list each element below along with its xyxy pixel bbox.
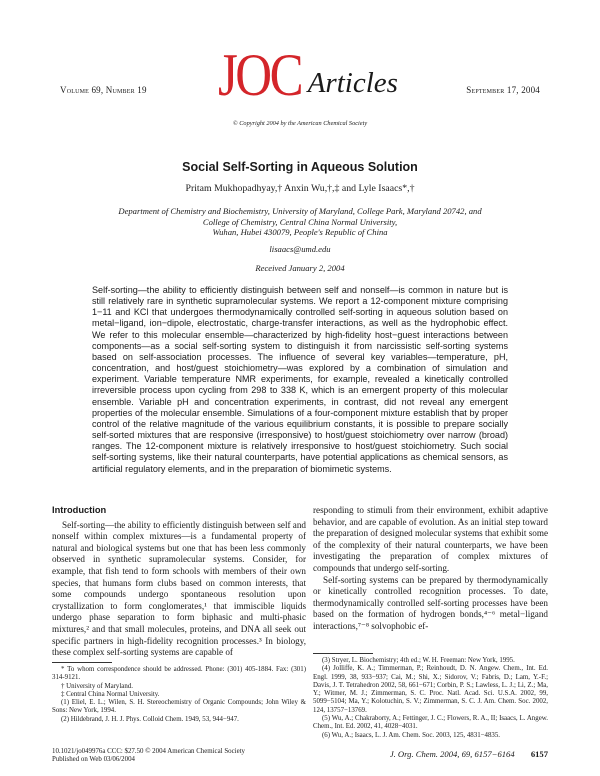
received-date: Received January 2, 2004 bbox=[255, 263, 345, 273]
journal-logo bbox=[218, 40, 398, 108]
section-heading-introduction: Introduction bbox=[52, 505, 107, 515]
logo-joc-text: JOC bbox=[218, 42, 302, 108]
published-line: Published on Web 03/06/2004 bbox=[52, 756, 135, 764]
page-number: 6157 bbox=[530, 749, 548, 759]
footnote: ‡ Central China Normal University. bbox=[61, 690, 160, 698]
affiliation-line: Department of Chemistry and Biochemistry, University of Maryland, College Park, Maryland 20742, and bbox=[118, 206, 482, 216]
footnote: * To whom correspondence should be addressed. Phone: (301) 405-1884. Fax: (301) 314-9121. bbox=[52, 666, 306, 682]
logo-articles-text: Articles bbox=[307, 67, 398, 99]
footnotes-right bbox=[313, 657, 548, 740]
journal-ref: J. Org. Chem. 2004, 69, 6157−6164 bbox=[389, 749, 515, 759]
footnote-rule-right bbox=[313, 653, 373, 654]
footnote-rule-left bbox=[52, 662, 112, 663]
affiliation-line: Wuhan, Hubei 430079, People's Republic of China bbox=[212, 227, 388, 237]
footnote: (6) Wu, A.; Isaacs, L. J. Am. Chem. Soc. 2003, 125, 4831−4835. bbox=[322, 731, 501, 739]
article-title: Social Self-Sorting in Aqueous Solution bbox=[182, 160, 418, 174]
footnote: (3) Stryer, L. Biochemistry; 4th ed.; W. H. Freeman: New York, 1995. bbox=[322, 657, 515, 664]
footnote: (1) Eliel, E. L.; Wilen, S. H. Stereochemistry of Organic Compounds; John Wiley & Sons: New York, 1994. bbox=[52, 699, 306, 715]
volume-number: Volume 69, Number 19 bbox=[60, 85, 147, 95]
body-paragraph: Self-sorting—the ability to efficiently distinguish between self and nonself within complex mixtures—is a fundamental property of natural and biological systems but one that has been less commonly observed in synthetic supramolecular systems. Consider, for example, that fish tend to form schools with members of their own species, that humans form clubs based on common interests, that some compounds undergo spontaneous resolution upon crystallization to form conglomerates,¹ that immiscible liquids undergo phase separation to form biphasic and multi-phasic mixtures,² and that small molecules, proteins, and DNA all seek out specific partners in high-fidelity recognition processes.³ In biology, these complex self-sorting systems are capable of bbox=[52, 519, 306, 658]
footnote: (2) Hildebrand, J. H. J. Phys. Colloid Chem. 1949, 53, 944−947. bbox=[61, 715, 239, 723]
body-paragraph: responding to stimuli from their environment, exhibit adaptive behavior, and are capable of evolution. As an initial step toward the preparation of designed molecular systems that exhibit some of the complexity of their natural counterparts, we have been investigating the preparation of complex mixtures of compounds that undergo self-sorting. bbox=[313, 505, 548, 573]
body-column-left bbox=[52, 505, 306, 659]
footnote: (4) Jolliffe, K. A.; Timmerman, P.; Reinhoudt, D. N. Angew. Chem., Int. Ed. Engl. 1999, 38, 933−937; Cai, M.; Shi, X.; Sidorov, V.; Fabris, D.; Lam, Y.-F.; Davis, J. T. Tetrahedron 2002, 58, 661−671; Corbin, P. S.; Lawless, L. J.; Li, Z.; Ma, Y.; Witmer, M. J.; Zimmerman, S. C. Proc. Natl. Acad. Sci. U.S.A. 2002, 99, 5099−5104; Ma, Y.; Kolotuchin, S. V.; Zimmerman, S. C. J. Am. Chem. Soc. 2002, 124, 13757−13769. bbox=[313, 665, 548, 714]
journal-citation bbox=[390, 749, 548, 759]
footnotes-left bbox=[52, 666, 306, 724]
abstract: Self-sorting—the ability to efficiently distinguish between self and nonself—is common in nature but is still relatively rare in synthetic supramolecular systems. We report a 12-component mixture comprising 1−11 and KCl that undergoes thermodynamically controlled self-sorting in aqueous solution based on metal−ligand, ion−dipole, electrostatic, charge-transfer interactions, as well as the hydrophobic effect. We refer to this molecular ensemble—characterized by high-fidelity host−guest interactions between components—as a social self-sorting system to distinguish it from narcissistic self-sorting systems based on self-association processes. The influence of several key variables—temperature, pH, concentration, and host/guest stoichiometry—was explored by a combination of simulation and experiment. Variable temperature NMR experiments, for example, revealed a kinetically controlled irreversible process upon cycling from 298 to 338 K, which is an emergent property of this molecular ensemble. Variable pH and concentration experiments, in contrast, did not reveal any emergent properties of the molecular ensemble. Simulations of a four-component mixture establish that by proper control of the relative magnitude of the various equilibrium constants, it is possible to prepare socially self-sorted mixtures that are responsive (irresponsive) to host/guest stoichiometry over narrow (broad) ranges. The 12-component mixture is relatively irresponsive to host/guest stoichiometry. Such social self-sorting systems, like their natural counterparts, have potential applications as chemical sensors, as artificial regulatory elements, and in the preparation of biomimetic systems. bbox=[92, 285, 508, 474]
doi-line: 10.1021/jo049976a CCC: $27.50 © 2004 American Chemical Society bbox=[52, 748, 245, 755]
body-paragraph: Self-sorting systems can be prepared by thermodynamically or kinetically controlled recognition processes. To date, thermodynamically controlled self-sorting processes have been based on the formation of hydrogen bonds,⁴⁻⁶ metal−ligand interactions,⁷⁻⁸ solvophobic ef- bbox=[313, 574, 548, 631]
author-list: Pritam Mukhopadhyay,† Anxin Wu,†,‡ and Lyle Isaacs*,† bbox=[185, 183, 415, 194]
contact-email[interactable]: lisaacs@umd.edu bbox=[269, 244, 331, 254]
issue-date: September 17, 2004 bbox=[466, 85, 540, 95]
body-column-right bbox=[313, 505, 548, 633]
doi-info bbox=[52, 748, 245, 764]
footnote: (5) Wu, A.; Chakraborty, A.; Fettinger, J. C.; Flowers, R. A., II; Isaacs, L. Angew. Chem., Int. Ed. 2002, 41, 4028−4031. bbox=[313, 715, 548, 731]
affiliation-line: College of Chemistry, Central China Normal University, bbox=[202, 216, 398, 227]
copyright-line: © Copyright 2004 by the American Chemical Society bbox=[232, 120, 368, 127]
footnote: † University of Maryland. bbox=[61, 682, 133, 690]
affiliation bbox=[110, 206, 490, 238]
